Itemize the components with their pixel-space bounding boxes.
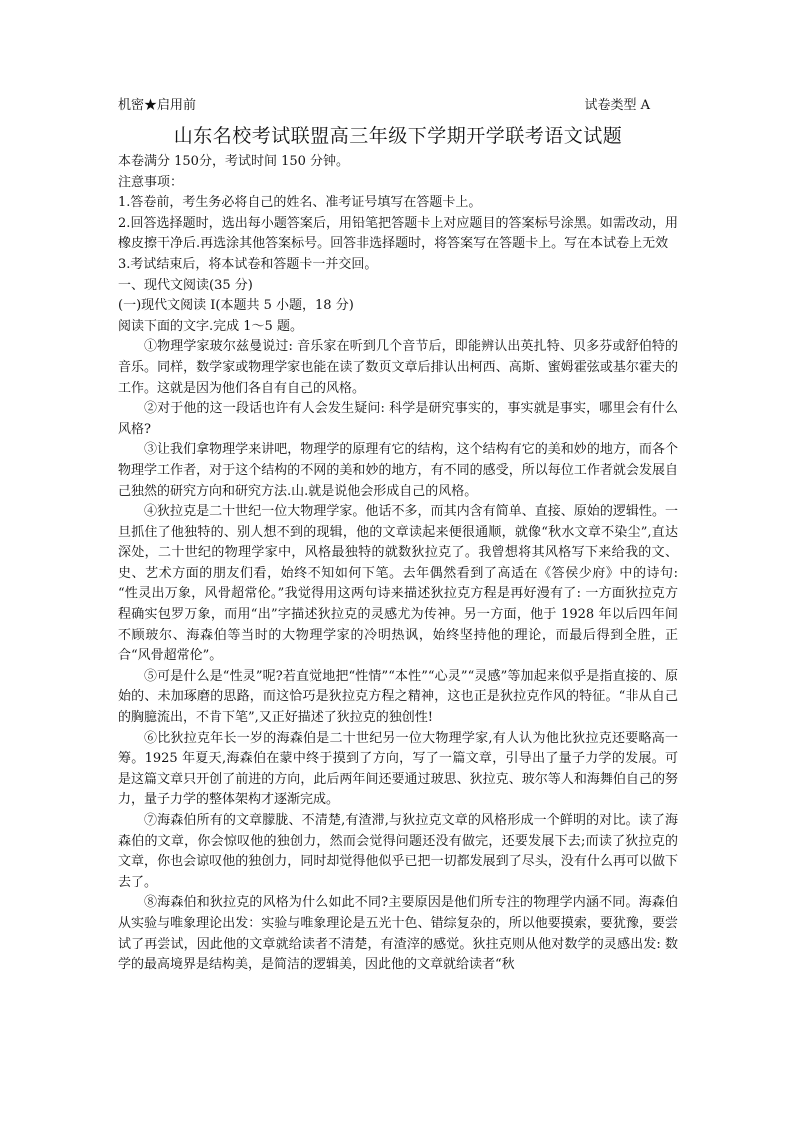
paper-type-label: 试卷类型 A <box>584 98 650 113</box>
notice-heading: 注意事项： <box>118 174 184 190</box>
passage-paragraph-1: ①物理学家玻尔兹曼说过: 音乐家在听到几个音节后，即能辨认出英扎特、贝多芬或舒伯特的音乐。同样，数学家或物理学家也能在读了数页文章后排认出柯西、高斯、蜜姆霍弦或基尔霍夫的工作。这就是因为他们各自有自己的风格。 <box>118 339 678 396</box>
score-time-line: 本卷满分 150分，考试时间 150 分钟。 <box>118 154 350 169</box>
document-header <box>118 96 678 116</box>
notice-item-3: 3.考试结束后，将本试卷和答题卡一并交回。 <box>118 256 378 272</box>
subsection-heading: (一)现代文阅读 I(本题共 5 小题，18 分) <box>118 298 354 314</box>
passage-paragraph-5: ⑤可是什么是“性灵”呢?若直觉地把“性情”“本性”“心灵”“灵感”等加起来似乎是指直接的、原始的、未加琢磨的思路，而这恰巧是狄拉克方程之精神，这也正是狄拉克作风的特征。“非从自己的胸臆流出，不肯下笔”,又正好描述了狄拉克的独创性! <box>118 668 678 726</box>
passage-paragraph-2: ②对于他的这一段话也许有人会发生疑问: 科学是研究事实的，事实就是事实，哪里会有什么风格? <box>118 401 678 437</box>
exam-title: 山东名校考试联盟高三年级下学期开学联考语文试题 <box>173 125 623 147</box>
notice-item-1: 1.答卷前，考生务必将自己的姓名、准考证号填写在答题卡上。 <box>118 195 482 211</box>
passage-paragraph-7: ⑦海森伯所有的文章朦胧、不清楚,有渣滞,与狄拉克文章的风格形成一个鲜明的对比。读了海森伯的文章，你会惊叹他的独创力，然而会觉得问题还没有做完，还要发展下去;而读了狄拉克的文章，你也会谅叹他的独创力，同时却觉得他似乎已把一切都发展到了尽头，没有什么再可以做下去了。 <box>118 813 678 890</box>
passage-paragraph-8: ⑧海森伯和狄拉克的风格为什么如此不同?主要原因是他们所专注的物理学内涵不同。海森伯从实验与唯象理论出发：实验与唯象理论是五光十色、错综复杂的，所以他要摸索，要犹豫，要尝试了再尝试，因此他的文章就给读者不清楚，有渣滓的感觉。狄拄克则从他对数学的灵感出发: 数学的最高境界是结构美，是简洁的逻辑美，因此他的文章就给读者“秋 <box>118 895 678 973</box>
passage-paragraph-6: ⑥比狄拉克年长一岁的海森伯是二十世纪另一位大物理学家,有人认为他比狄拉克还要略高一筹。1925 年夏天,海森伯在蒙中终于摸到了方向，写了一篇文章，引导出了量子力学的发展。可是这篇文章只开创了前进的方向，此后两年间还要通过玻思、狄拉克、玻尔等人和海舞伯自己的努力，量子力学的整体架构才逐渐完成。 <box>118 730 678 808</box>
exam-page <box>118 96 678 976</box>
passage-paragraph-3: ③让我们拿物理学来讲吧，物理学的原理有它的结构，这个结构有它的美和妙的地方，而各个物理学工作者，对于这个结构的不网的美和妙的地方，有不同的感受，所以每位工作者就会发展自己独然的研究方向和研究方法.山.就是说他会形成自己的风格。 <box>118 442 678 499</box>
passage-paragraph-4: ④狄拉克是二十世纪一位大物理学家。他话不多，而其内含有简单、直接、原始的逻辑性。一旦抓住了他独特的、别人想不到的现辑，他的文章读起来便很通顺，就像“秋水文章不染尘”,直达深处，二十世纪的物理学家中，风格最独特的就数狄拉克了。我曾想将其风格写下来给我的文、史、艺术方面的朋友们看，始终不知如何下笔。去年偶然看到了高适在《答侯少府》中的诗句: “性灵出万象，风骨超常伦。”我觉得用这两句诗来描述狄拉克方程是再好漫有了: 一方面狄拉克方程确实包罗万象，而用“出”字描述狄拉克的灵感尤为传神。另一方面，他于 1928 年以后四年间不顾玻尔、海森伯等当时的大物理学家的冷明热讽，始终坚持他的理论，而最后得到全胜，正合“风骨超常伦”。 <box>118 504 678 664</box>
confidential-label: 机密★启用前 <box>118 98 197 113</box>
section-heading: 一、现代文阅读(35 分) <box>118 277 253 293</box>
notice-item-2: 2.回答选择题时，选出每小题答案后，用铅笔把答题卡上对应题目的答案标号涂黑。如需改动，用橡皮擦干净后.再选涂其他答案标号。回答非选择题时，将答案写在答题卡上。写在本试卷上无效 <box>118 215 678 252</box>
reading-instruction: 阅读下面的文字.完成 1～5 题。 <box>118 318 303 334</box>
